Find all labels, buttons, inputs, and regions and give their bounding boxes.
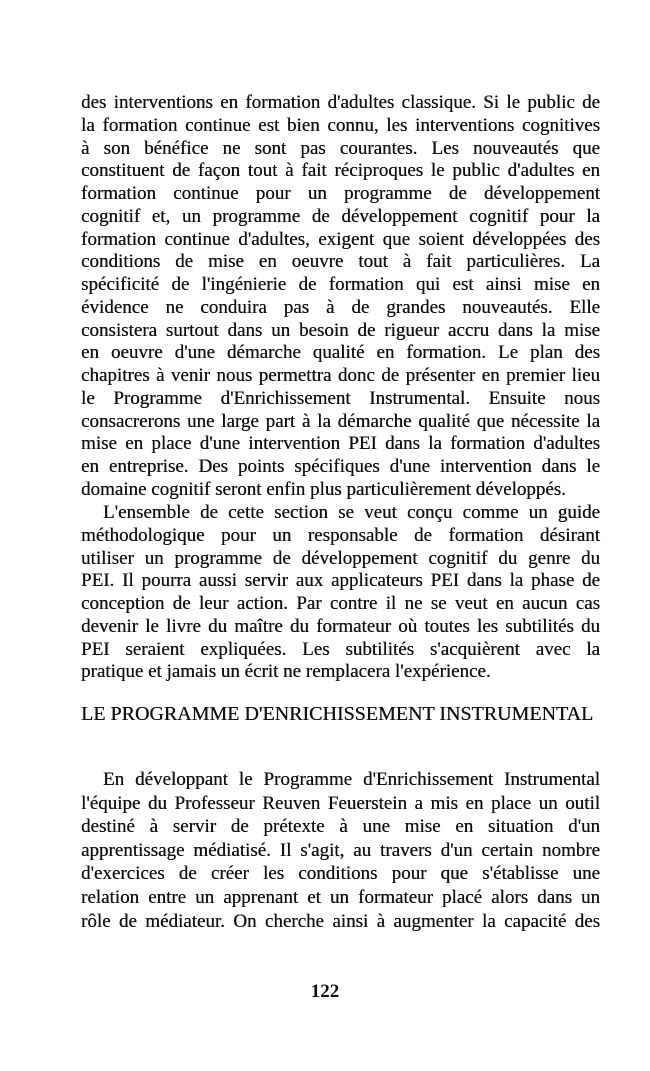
text-line: en oeuvre d'une démarche qualité en formation. Le plan des [81,342,600,364]
text-line: PEI. Il pourra aussi servir aux applicateurs PEI dans la phase de [81,570,600,592]
text-line: consistera surtout dans un besoin de rigueur accru dans la mise [81,319,600,341]
text-line: le Programme d'Enrichissement Instrumental. Ensuite nous [81,387,600,409]
text-line: d'exercices de créer les conditions pour que s'établisse une [81,863,600,885]
text-line: en entreprise. Des points spécifiques d'une intervention dans le [81,456,600,477]
paragraph-intro [81,92,600,502]
text-line: domaine cognitif seront enfin plus particulièrement développés. [81,478,566,500]
text-line: la formation continue est bien connu, les interventions cognitives [81,114,600,136]
text-line: mise en place d'une intervention PEI dans la formation d'adultes [81,433,600,455]
text-line: cognitif et, un programme de développement cognitif pour la [81,205,600,227]
text-line: L'ensemble de cette section se veut conçu comme un guide [103,502,600,523]
page-number: 122 [310,981,340,1002]
text-line: En développant le Programme d'Enrichissement Instrumental [103,769,600,790]
text-line: conditions de mise en oeuvre tout à fait particulières. La [81,251,600,273]
text-line: pratique et jamais un écrit ne remplacera l'expérience. [81,661,491,683]
text-line: PEI seraient expliquées. Les subtilités s'acquièrent avec la [81,638,600,660]
section-heading: LE PROGRAMME D'ENRICHISSEMENT INSTRUMENTAL [81,703,594,725]
text-line: formation continue pour un programme de développement [81,183,600,204]
text-line: méthodologique pour un responsable de formation désirant [81,524,600,546]
paragraph-guide [81,502,600,684]
text-line: apprentissage médiatisé. Il s'agit, au travers d'un certain nombre [81,839,600,861]
text-line: constituent de façon tout à fait réciproques le public d'adultes en [81,160,600,182]
text-line: évidence ne conduira pas à de grandes nouveautés. Elle [81,296,600,318]
text-line: devenir le livre du maître du formateur où toutes les subtilités du [81,615,600,637]
text-line: formation continue d'adultes, exigent que soient développées des [81,228,600,250]
text-line: chapitres à venir nous permettra donc de présenter en premier lieu [81,365,600,386]
paragraph-pei [81,768,600,933]
text-line: l'équipe du Professeur Reuven Feuerstein a mis en place un outil [81,792,600,814]
text-line: conception de leur action. Par contre il ne se veut en aucun cas [81,593,600,614]
text-line: spécificité de l'ingénierie de formation qui est ainsi mise en [81,274,600,295]
text-line: des interventions en formation d'adultes classique. Si le public de [81,92,600,113]
text-line: à son bénéfice ne sont pas courantes. Les nouveautés que [81,137,600,159]
text-line: utiliser un programme de développement cognitif du genre du [81,547,600,569]
text-line: rôle de médiateur. On cherche ainsi à augmenter la capacité des [81,910,600,932]
text-line: consacrerons une large part à la démarche qualité que nécessite la [81,410,600,432]
text-line: destiné à servir de prétexte à une mise en situation d'un [81,816,600,838]
text-line: relation entre un apprenant et un formateur placé alors dans un [81,886,600,908]
